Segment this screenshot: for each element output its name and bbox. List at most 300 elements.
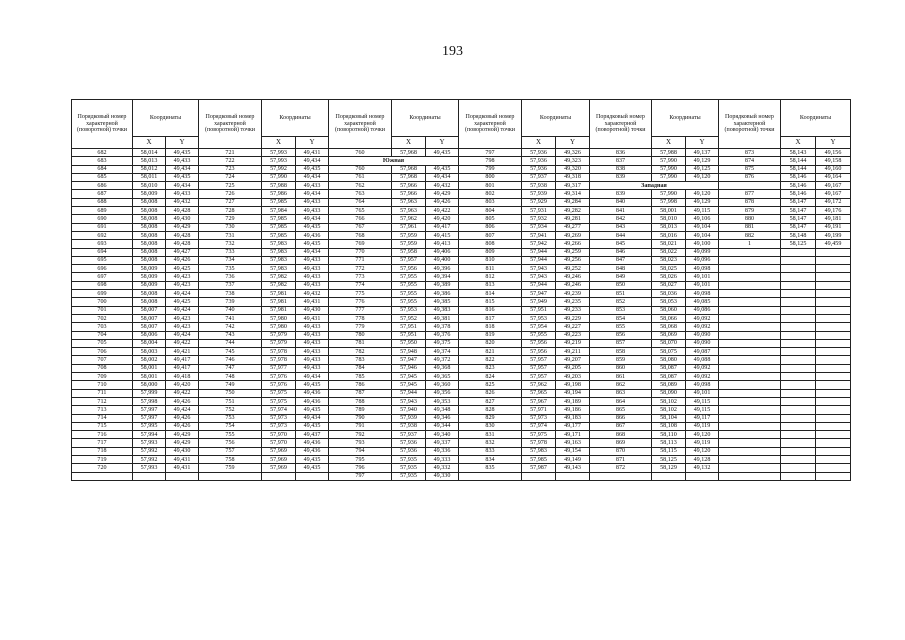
cell-point-number xyxy=(459,472,522,480)
cell-x: 57,938 xyxy=(392,422,426,430)
cell-point-number: 804 xyxy=(459,207,522,215)
cell-y: 49,176 xyxy=(816,207,851,215)
cell-y: 49,434 xyxy=(296,373,329,381)
cell-point-number: 705 xyxy=(72,339,133,347)
header-y: Y xyxy=(296,137,329,149)
cell-x: 57,947 xyxy=(522,290,556,298)
table-row xyxy=(72,439,851,447)
header-point-number: Порядковый номер характерной (поворотной) точки xyxy=(719,100,781,149)
cell-point-number xyxy=(719,406,781,414)
cell-point-number: 821 xyxy=(459,348,522,356)
cell-point-number: 863 xyxy=(590,389,652,397)
cell-y xyxy=(816,406,851,414)
table-row xyxy=(72,447,851,455)
cell-x: 58,089 xyxy=(652,381,686,389)
cell-y: 49,435 xyxy=(166,149,199,157)
cell-point-number: 714 xyxy=(72,414,133,422)
cell-y: 49,434 xyxy=(296,157,329,165)
cell-x xyxy=(781,414,816,422)
cell-point-number: 740 xyxy=(199,306,262,314)
cell-x: 57,945 xyxy=(392,381,426,389)
cell-point-number xyxy=(719,447,781,455)
cell-y: 49,429 xyxy=(426,190,459,198)
cell-y: 49,435 xyxy=(296,223,329,231)
cell-point-number: 789 xyxy=(329,406,392,414)
cell-x: 58,147 xyxy=(781,207,816,215)
cell-point-number: 805 xyxy=(459,215,522,223)
cell-point-number: 828 xyxy=(459,406,522,414)
cell-point-number xyxy=(72,472,133,480)
cell-point-number: 727 xyxy=(199,198,262,206)
cell-y: 49,096 xyxy=(686,256,719,264)
cell-x xyxy=(781,422,816,430)
cell-y: 49,424 xyxy=(166,331,199,339)
cell-x: 57,966 xyxy=(392,182,426,190)
cell-y: 49,434 xyxy=(166,165,199,173)
cell-x xyxy=(781,356,816,364)
cell-point-number: 775 xyxy=(329,290,392,298)
cell-x: 57,975 xyxy=(262,397,296,405)
cell-x: 57,990 xyxy=(652,190,686,198)
cell-y: 49,376 xyxy=(426,331,459,339)
cell-point-number: 745 xyxy=(199,348,262,356)
cell-point-number: 771 xyxy=(329,256,392,264)
cell-y: 49,098 xyxy=(686,290,719,298)
cell-x: 57,985 xyxy=(262,215,296,223)
cell-y: 49,087 xyxy=(686,348,719,356)
cell-x: 57,945 xyxy=(392,373,426,381)
cell-y: 49,132 xyxy=(686,464,719,472)
cell-point-number xyxy=(719,306,781,314)
cell-y: 49,433 xyxy=(296,339,329,347)
cell-y: 49,353 xyxy=(426,397,459,405)
table-row xyxy=(72,364,851,372)
cell-point-number: 865 xyxy=(590,406,652,414)
cell-y: 49,281 xyxy=(556,215,590,223)
cell-point-number: 781 xyxy=(329,339,392,347)
cell-point-number: 803 xyxy=(459,198,522,206)
cell-y xyxy=(816,348,851,356)
table-row xyxy=(72,265,851,273)
table-row xyxy=(72,173,851,181)
cell-point-number: 765 xyxy=(329,207,392,215)
cell-y: 49,432 xyxy=(426,182,459,190)
cell-y xyxy=(816,364,851,372)
cell-y: 49,333 xyxy=(426,455,459,463)
cell-point-number: 875 xyxy=(719,165,781,173)
cell-x xyxy=(522,472,556,480)
cell-point-number xyxy=(719,298,781,306)
cell-point-number xyxy=(719,464,781,472)
cell-point-number xyxy=(719,273,781,281)
cell-y: 49,424 xyxy=(166,306,199,314)
cell-y: 49,106 xyxy=(686,215,719,223)
cell-point-number: 760 xyxy=(329,165,392,173)
cell-y: 49,418 xyxy=(166,373,199,381)
cell-point-number: 788 xyxy=(329,397,392,405)
cell-x: 58,147 xyxy=(781,223,816,231)
cell-x: 57,963 xyxy=(392,207,426,215)
cell-point-number: 858 xyxy=(590,348,652,356)
cell-point-number: 683 xyxy=(72,157,133,165)
cell-point-number xyxy=(719,472,781,480)
cell-point-number: 850 xyxy=(590,281,652,289)
header-point-number: Порядковый номер характерной (поворотной) точки xyxy=(329,100,392,149)
cell-y: 49,394 xyxy=(426,273,459,281)
cell-x: 57,982 xyxy=(262,281,296,289)
cell-y: 49,425 xyxy=(166,298,199,306)
cell-x: 58,006 xyxy=(133,331,166,339)
cell-y xyxy=(816,331,851,339)
cell-point-number: 758 xyxy=(199,455,262,463)
header-x: X xyxy=(392,137,426,149)
cell-y: 49,120 xyxy=(686,173,719,181)
cell-x: 58,013 xyxy=(652,223,686,231)
cell-x: 57,993 xyxy=(133,464,166,472)
cell-point-number: 1 xyxy=(719,240,781,248)
cell-point-number: 686 xyxy=(72,182,133,190)
cell-point-number: 691 xyxy=(72,223,133,231)
cell-point-number: 776 xyxy=(329,298,392,306)
cell-y: 49,433 xyxy=(296,356,329,364)
cell-x: 57,998 xyxy=(652,198,686,206)
cell-point-number: 827 xyxy=(459,397,522,405)
cell-y: 49,426 xyxy=(166,256,199,264)
header-x: X xyxy=(133,137,166,149)
cell-x: 57,957 xyxy=(522,373,556,381)
table-row xyxy=(72,381,851,389)
cell-point-number: 810 xyxy=(459,256,522,264)
cell-x: 58,080 xyxy=(652,356,686,364)
cell-y: 49,128 xyxy=(686,455,719,463)
cell-point-number: 684 xyxy=(72,165,133,173)
cell-point-number: 878 xyxy=(719,198,781,206)
cell-x: 58,022 xyxy=(652,248,686,256)
cell-y: 49,435 xyxy=(296,464,329,472)
cell-x: 57,962 xyxy=(392,215,426,223)
table-row xyxy=(72,397,851,405)
cell-point-number: 815 xyxy=(459,298,522,306)
cell-point-number: 755 xyxy=(199,431,262,439)
cell-point-number: 798 xyxy=(459,157,522,165)
cell-point-number: 746 xyxy=(199,356,262,364)
cell-y: 49,428 xyxy=(166,240,199,248)
cell-x: 57,965 xyxy=(522,389,556,397)
cell-y: 49,219 xyxy=(556,339,590,347)
cell-y: 49,431 xyxy=(166,455,199,463)
cell-x: 57,961 xyxy=(392,223,426,231)
cell-y xyxy=(816,373,851,381)
cell-x: 57,984 xyxy=(262,207,296,215)
cell-x: 58,008 xyxy=(133,248,166,256)
cell-point-number: 874 xyxy=(719,157,781,165)
header-coordinates: Координаты xyxy=(781,100,851,137)
cell-y: 49,426 xyxy=(426,198,459,206)
cell-x: 57,942 xyxy=(522,240,556,248)
cell-point-number: 685 xyxy=(72,173,133,181)
cell-y: 49,269 xyxy=(556,231,590,239)
cell-point-number: 682 xyxy=(72,149,133,157)
cell-y: 49,229 xyxy=(556,314,590,322)
cell-x: 57,973 xyxy=(522,414,556,422)
cell-y: 49,413 xyxy=(426,240,459,248)
cell-y xyxy=(686,472,719,480)
cell-y xyxy=(816,472,851,480)
cell-y: 49,099 xyxy=(686,248,719,256)
cell-x: 57,969 xyxy=(262,464,296,472)
cell-x: 58,104 xyxy=(652,414,686,422)
cell-point-number: 802 xyxy=(459,190,522,198)
cell-x: 58,125 xyxy=(652,455,686,463)
cell-y xyxy=(816,273,851,281)
cell-x xyxy=(781,464,816,472)
cell-y: 49,423 xyxy=(166,314,199,322)
cell-x: 57,983 xyxy=(262,256,296,264)
cell-y: 49,434 xyxy=(296,173,329,181)
cell-x: 57,970 xyxy=(262,431,296,439)
cell-x xyxy=(781,406,816,414)
cell-y: 49,085 xyxy=(686,298,719,306)
cell-point-number: 742 xyxy=(199,323,262,331)
cell-y: 49,090 xyxy=(686,331,719,339)
cell-point-number: 816 xyxy=(459,306,522,314)
cell-x: 58,147 xyxy=(781,198,816,206)
cell-point-number: 857 xyxy=(590,339,652,347)
cell-x: 58,087 xyxy=(652,364,686,372)
cell-point-number: 839 xyxy=(590,173,652,181)
cell-y: 49,427 xyxy=(166,248,199,256)
cell-point-number: 692 xyxy=(72,231,133,239)
cell-y: 49,100 xyxy=(686,240,719,248)
cell-x xyxy=(781,331,816,339)
coordinates-table xyxy=(71,99,851,481)
cell-x: 57,955 xyxy=(522,331,556,339)
cell-y: 49,158 xyxy=(816,157,851,165)
cell-point-number: 757 xyxy=(199,447,262,455)
cell-point-number: 731 xyxy=(199,231,262,239)
table-row xyxy=(72,455,851,463)
cell-point-number: 690 xyxy=(72,215,133,223)
cell-y: 49,426 xyxy=(166,397,199,405)
cell-y: 49,323 xyxy=(556,157,590,165)
cell-y: 49,092 xyxy=(686,364,719,372)
cell-point-number xyxy=(719,265,781,273)
cell-y: 49,434 xyxy=(296,215,329,223)
cell-y xyxy=(816,464,851,472)
cell-y: 49,129 xyxy=(686,157,719,165)
cell-x: 58,001 xyxy=(133,373,166,381)
cell-x: 57,969 xyxy=(262,447,296,455)
cell-x: 58,008 xyxy=(133,240,166,248)
cell-y: 49,434 xyxy=(426,173,459,181)
cell-y: 49,183 xyxy=(556,414,590,422)
cell-x: 57,953 xyxy=(392,306,426,314)
cell-x: 57,956 xyxy=(522,348,556,356)
cell-x: 58,008 xyxy=(133,198,166,206)
cell-x: 57,955 xyxy=(392,290,426,298)
cell-y: 49,203 xyxy=(556,373,590,381)
cell-x: 57,969 xyxy=(262,455,296,463)
cell-x: 58,021 xyxy=(652,240,686,248)
cell-x: 57,985 xyxy=(522,455,556,463)
cell-y xyxy=(816,323,851,331)
cell-y: 49,424 xyxy=(166,406,199,414)
cell-y: 49,430 xyxy=(166,215,199,223)
cell-y: 49,425 xyxy=(166,265,199,273)
cell-point-number: 697 xyxy=(72,273,133,281)
table-row xyxy=(72,182,851,190)
cell-x: 57,982 xyxy=(262,273,296,281)
table-row xyxy=(72,215,851,223)
cell-point-number: 768 xyxy=(329,231,392,239)
cell-point-number: 752 xyxy=(199,406,262,414)
cell-y xyxy=(816,397,851,405)
cell-point-number: 834 xyxy=(459,455,522,463)
cell-point-number: 741 xyxy=(199,314,262,322)
cell-point-number: 694 xyxy=(72,248,133,256)
cell-point-number: 859 xyxy=(590,356,652,364)
cell-x: 57,985 xyxy=(262,223,296,231)
cell-point-number: 706 xyxy=(72,348,133,356)
cell-point-number: 853 xyxy=(590,306,652,314)
cell-y: 49,434 xyxy=(296,414,329,422)
table-row xyxy=(72,157,851,165)
cell-y: 49,167 xyxy=(816,182,851,190)
cell-y: 49,429 xyxy=(166,431,199,439)
cell-x: 57,953 xyxy=(522,314,556,322)
cell-y: 49,191 xyxy=(816,223,851,231)
cell-x: 58,147 xyxy=(781,215,816,223)
cell-point-number xyxy=(719,331,781,339)
cell-x: 57,975 xyxy=(522,431,556,439)
cell-y: 49,092 xyxy=(686,373,719,381)
table-row xyxy=(72,198,851,206)
cell-x: 58,146 xyxy=(781,173,816,181)
cell-x: 57,943 xyxy=(522,265,556,273)
cell-y: 49,434 xyxy=(166,182,199,190)
cell-x xyxy=(652,472,686,480)
cell-y: 49,434 xyxy=(296,190,329,198)
cell-y: 49,396 xyxy=(426,265,459,273)
cell-x: 58,036 xyxy=(652,290,686,298)
cell-point-number: 852 xyxy=(590,298,652,306)
cell-point-number: 782 xyxy=(329,348,392,356)
cell-x: 57,937 xyxy=(522,173,556,181)
table-row xyxy=(72,240,851,248)
table-row xyxy=(72,256,851,264)
cell-point-number: 870 xyxy=(590,447,652,455)
cell-x: 57,962 xyxy=(522,381,556,389)
cell-point-number: 764 xyxy=(329,198,392,206)
cell-point-number: 779 xyxy=(329,323,392,331)
table-row xyxy=(72,414,851,422)
cell-y xyxy=(816,447,851,455)
cell-y: 49,429 xyxy=(166,439,199,447)
cell-point-number: 844 xyxy=(590,231,652,239)
cell-y: 49,259 xyxy=(556,248,590,256)
cell-point-number: 846 xyxy=(590,248,652,256)
cell-point-number: 702 xyxy=(72,314,133,322)
cell-y: 49,117 xyxy=(686,414,719,422)
cell-point-number: 800 xyxy=(459,173,522,181)
cell-y: 49,433 xyxy=(296,198,329,206)
cell-point-number: 724 xyxy=(199,173,262,181)
cell-x: 58,010 xyxy=(652,215,686,223)
cell-point-number: 866 xyxy=(590,414,652,422)
cell-point-number xyxy=(719,290,781,298)
cell-y: 49,233 xyxy=(556,306,590,314)
cell-point-number: 812 xyxy=(459,273,522,281)
cell-x: 57,944 xyxy=(522,281,556,289)
cell-x xyxy=(781,339,816,347)
cell-point-number xyxy=(719,256,781,264)
cell-point-number: 713 xyxy=(72,406,133,414)
cell-y: 49,205 xyxy=(556,364,590,372)
cell-point-number: 856 xyxy=(590,331,652,339)
header-y: Y xyxy=(686,137,719,149)
cell-y xyxy=(296,472,329,480)
cell-x: 58,016 xyxy=(652,231,686,239)
table-row xyxy=(72,373,851,381)
cell-point-number: 795 xyxy=(329,455,392,463)
cell-x: 58,009 xyxy=(133,265,166,273)
cell-x xyxy=(781,472,816,480)
cell-x: 57,993 xyxy=(133,439,166,447)
cell-x: 58,070 xyxy=(652,339,686,347)
cell-y: 49,119 xyxy=(686,422,719,430)
cell-x: 57,935 xyxy=(392,464,426,472)
cell-y: 49,436 xyxy=(296,439,329,447)
cell-y: 49,120 xyxy=(686,190,719,198)
cell-y: 49,266 xyxy=(556,240,590,248)
cell-point-number: 790 xyxy=(329,414,392,422)
cell-point-number: 701 xyxy=(72,306,133,314)
cell-y: 49,420 xyxy=(426,215,459,223)
cell-y: 49,277 xyxy=(556,223,590,231)
table-row xyxy=(72,165,851,173)
cell-x xyxy=(781,256,816,264)
cell-point-number: 739 xyxy=(199,298,262,306)
header-point-number: Порядковый номер характерной (поворотной) точки xyxy=(72,100,133,149)
cell-x: 58,002 xyxy=(133,356,166,364)
cell-point-number: 707 xyxy=(72,356,133,364)
cell-x xyxy=(781,290,816,298)
cell-point-number: 797 xyxy=(459,149,522,157)
cell-x: 58,008 xyxy=(133,207,166,215)
cell-x: 57,950 xyxy=(392,339,426,347)
cell-point-number: 808 xyxy=(459,240,522,248)
cell-x: 58,125 xyxy=(781,240,816,248)
cell-y: 49,431 xyxy=(166,464,199,472)
cell-point-number: 799 xyxy=(459,165,522,173)
cell-point-number: 773 xyxy=(329,273,392,281)
cell-x: 57,968 xyxy=(392,149,426,157)
cell-x: 57,946 xyxy=(392,364,426,372)
cell-x: 57,963 xyxy=(392,198,426,206)
cell-x: 57,974 xyxy=(522,422,556,430)
cell-point-number: 766 xyxy=(329,215,392,223)
cell-y: 49,423 xyxy=(166,273,199,281)
cell-point-number: 880 xyxy=(719,215,781,223)
cell-x: 58,023 xyxy=(652,256,686,264)
header-point-number: Порядковый номер характерной (поворотной) точки xyxy=(459,100,522,149)
cell-y: 49,284 xyxy=(556,198,590,206)
cell-x: 58,146 xyxy=(781,182,816,190)
cell-point-number xyxy=(719,455,781,463)
cell-point-number: 750 xyxy=(199,389,262,397)
cell-y: 49,317 xyxy=(556,182,590,190)
cell-point-number xyxy=(719,323,781,331)
